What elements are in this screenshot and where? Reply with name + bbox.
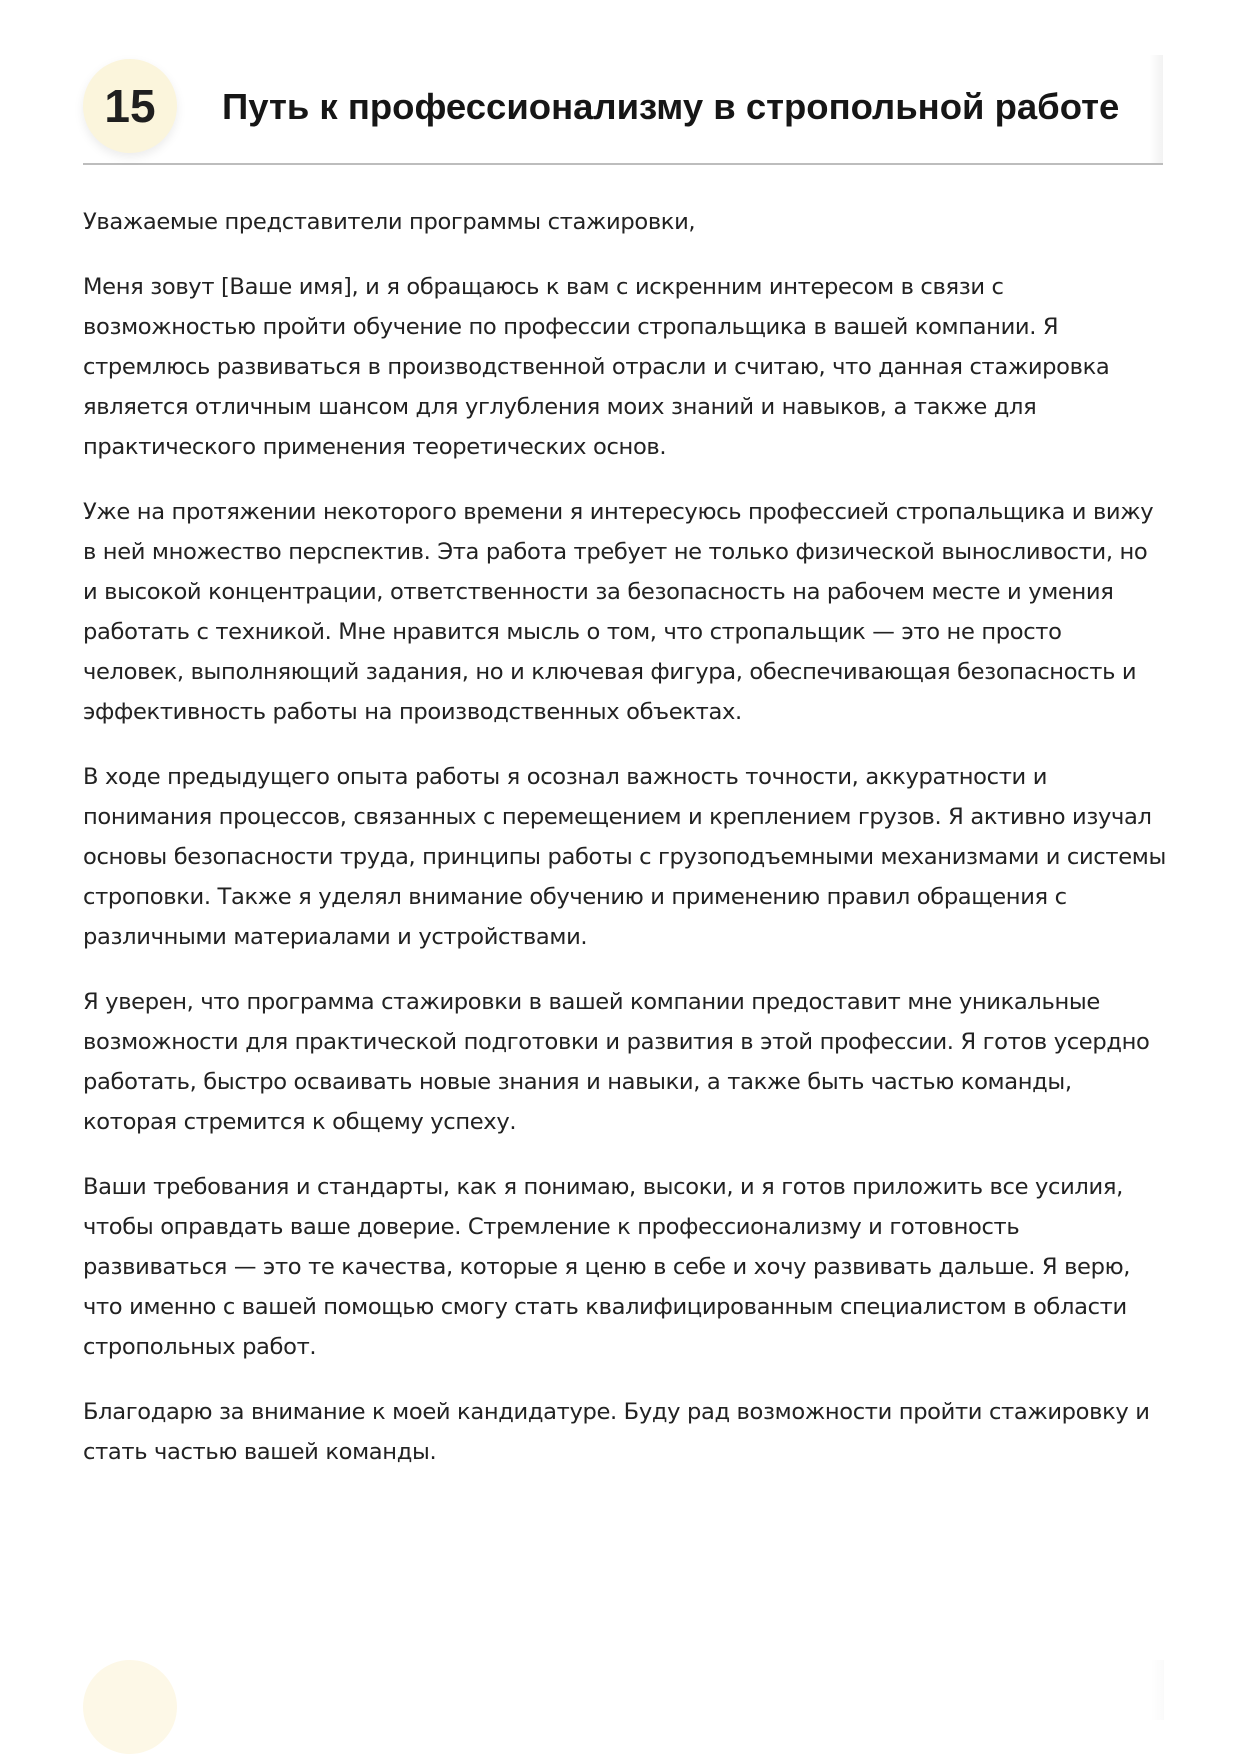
footer-edge-shadow <box>1150 1660 1164 1720</box>
letter-paragraph: Меня зовут [Ваше имя], и я обращаюсь к вам с искренним интересом в связи с возможностью пройти обучение по профессии стропальщика в вашей компании. Я стремлюсь развиваться в производственной отрасли и считаю, что данная стажировка является отличным шансом для углубления моих знаний и навыков, а также для практического применения теоретических основ. <box>83 274 1110 460</box>
letter-paragraph: Я уверен, что программа стажировки в вашей компании предоставит мне уникальные возможности для практической подготовки и развития в этой профессии. Я готов усердно работать, быстро осваивать новые знания и навыки, а также быть частью команды, которая стремится к общему успеху. <box>83 989 1150 1135</box>
letter-body <box>83 202 1168 1497</box>
letter-paragraph: Благодарю за внимание к моей кандидатуре. Буду рад возможности пройти стажировку и стать частью вашей команды. <box>83 1399 1150 1465</box>
letter-paragraph: В ходе предыдущего опыта работы я осознал важность точности, аккуратности и понимания процессов, связанных с перемещением и креплением грузов. Я активно изучал основы безопасности труда, принципы работы с грузоподъемными механизмами и системы строповки. Также я уделял внимание обучению и применению правил обращения с различными материалами и устройствами. <box>83 764 1166 950</box>
page-title: Путь к профессионализму в стропольной работе <box>222 86 1120 127</box>
page-number-badge: 15 <box>83 59 177 153</box>
letter-greeting: Уважаемые представители программы стажировки, <box>83 209 696 235</box>
letter-paragraph: Ваши требования и стандарты, как я понимаю, высоки, и я готов приложить все усилия, чтобы оправдать ваше доверие. Стремление к профессионализму и готовность развиваться — это те качества, которые я ценю в себе и хочу развивать дальше. Я верю, что именно с вашей помощью смогу стать квалифицированным специалистом в области стропольных работ. <box>83 1174 1131 1360</box>
header-edge-shadow <box>1149 55 1163 163</box>
letter-paragraph: Уже на протяжении некоторого времени я интересуюсь профессией стропальщика и вижу в ней множество перспектив. Эта работа требует не только физической выносливости, но и высокой концентрации, ответственности за безопасность на рабочем месте и умения работать с техникой. Мне нравится мысль о том, что стропальщик — это не просто человек, выполняющий задания, но и ключевая фигура, обеспечивающая безопасность и эффективность работы на производственных объектах. <box>83 499 1154 725</box>
page-header <box>83 55 1163 165</box>
next-page-badge <box>83 1660 177 1754</box>
